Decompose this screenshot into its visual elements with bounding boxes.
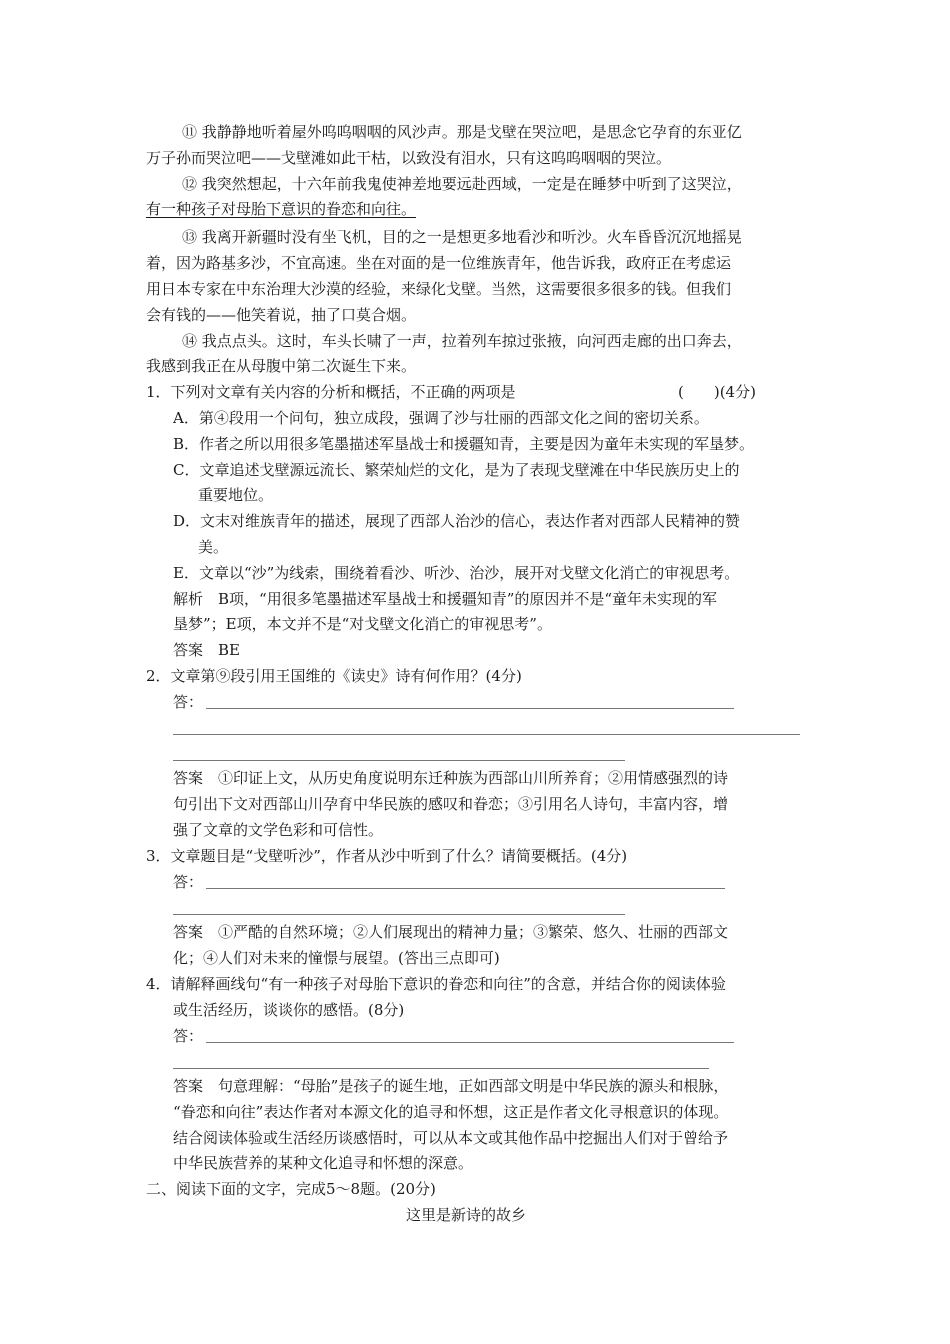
q4-answer-line-2[interactable]	[173, 1068, 709, 1069]
q4-answer-line-3-text: 结合阅读体验或生活经历谈感悟时，可以从本文或其他作品中挖掘出人们对于曾给予	[173, 1129, 729, 1147]
para-13-line-3: 用日本专家在中东治理大沙漠的经验，来绿化戈壁。当然，这需要很多很多的钱。但我们	[146, 280, 732, 298]
q1-option-e: E．文章以“沙”为线索，围绕着看沙、听沙、治沙，展开对戈壁文化消亡的审视思考。	[173, 564, 740, 582]
para-12-line-1: ⑫ 我突然想起，十六年前我鬼使神差地要远赴西域，一定是在睡梦中听到了这哭泣，	[182, 175, 742, 193]
para-13-line-4: 会有钱的——他笑着说，抽了口莫合烟。	[146, 306, 417, 324]
q4-answer-label: 答：	[173, 1027, 204, 1045]
q4-stem-line-1: 4．请解释画线句“有一种孩子对母胎下意识的眷恋和向往”的含意，并结合你的阅读体验	[146, 975, 726, 993]
q3-answer-label: 答：	[173, 873, 204, 891]
q1-option-b: B．作者之所以用很多笔墨描述军垦战士和援疆知青，主要是因为童年未实现的军垦梦。	[173, 435, 755, 453]
q2-answer-line-3[interactable]	[173, 760, 625, 761]
q1-stem: 1．下列对文章有关内容的分析和概括，不正确的两项是	[146, 383, 516, 401]
q3-answer-line-1-text: 答案 ①严酷的自然环境；②人们展现出的精神力量；③繁荣、悠久、壮丽的西部文	[173, 923, 729, 941]
section-2-heading: 二、阅读下面的文字，完成5～8题。(20分)	[146, 1180, 436, 1198]
q4-answer-line-1-text: 答案 句意理解：“母胎”是孩子的诞生地，正如西部文明是中华民族的源头和根脉，	[173, 1077, 729, 1095]
q2-answer-line-2[interactable]	[173, 734, 800, 735]
q2-answer-label: 答：	[173, 693, 204, 711]
q1-analysis-line-1: 解析 B项，“用很多笔墨描述军垦战士和援疆知青”的原因并不是“童年未实现的军	[173, 590, 718, 608]
q3-answer-line-1[interactable]	[206, 888, 725, 889]
q2-answer-line-3-text: 强了文章的文学色彩和可信性。	[173, 821, 384, 839]
para-13-line-2: 着，因为路基多沙，不宜高速。坐在对面的是一位维族青年，他告诉我，政府正在考虑运	[146, 254, 732, 272]
q1-option-d-line-2: 美。	[198, 538, 229, 556]
para-14-line-1: ⑭ 我点点头。这时，车头长啸了一声，拉着列车掠过张掖，向河西走廊的出口奔去，	[182, 332, 742, 350]
q3-answer-line-2-text: 化；④人们对未来的憧憬与展望。(答出三点即可)	[173, 949, 500, 967]
q1-option-c-line-2: 重要地位。	[198, 486, 274, 504]
q1-option-a: A．第④段用一个问句，独立成段，强调了沙与壮丽的西部文化之间的密切关系。	[173, 409, 709, 427]
q4-stem-line-2: 或生活经历，谈谈你的感悟。(8分)	[173, 1001, 405, 1019]
para-12-underlined-sentence: 有一种孩子对母胎下意识的眷恋和向往。	[146, 200, 417, 218]
para-11-line-1: ⑪ 我静静地听着屋外呜呜咽咽的风沙声。那是戈壁在哭泣吧，是思念它孕育的东亚亿	[182, 123, 742, 141]
q3-stem: 3．文章题目是“戈壁听沙”，作者从沙中听到了什么？请简要概括。(4分)	[146, 847, 628, 865]
q4-answer-line-1[interactable]	[206, 1042, 734, 1043]
q3-answer-line-2[interactable]	[173, 914, 625, 915]
q1-option-c-line-1: C．文章追述戈壁源远流长、繁荣灿烂的文化，是为了表现戈壁滩在中华民族历史上的	[173, 461, 740, 479]
q1-answer: 答案 BE	[173, 641, 240, 659]
q1-option-d-line-1: D．文末对维族青年的描述，展现了西部人治沙的信心，表达作者对西部人民精神的赞	[173, 512, 741, 530]
q1-score: ( )(4分)	[678, 383, 756, 401]
q2-answer-line-2-text: 句引出下文对西部山川孕育中华民族的感叹和眷恋；③引用名人诗句，丰富内容，增	[173, 795, 729, 813]
q4-answer-line-4-text: 中华民族营养的某种文化追寻和怀想的深意。	[173, 1154, 474, 1172]
q4-answer-line-2-text: “眷恋和向往”表达作者对本源文化的追寻和怀想，这正是作者文化寻根意识的体现。	[173, 1103, 729, 1121]
q2-answer-line-1[interactable]	[206, 708, 734, 709]
para-11-line-2: 万子孙而哭泣吧——戈壁滩如此干枯，以致没有泪水，只有这呜呜咽咽的哭泣。	[146, 149, 672, 167]
q1-analysis-line-2: 垦梦”；E项，本文并不是“对戈壁文化消亡的审视思考”。	[173, 615, 552, 633]
q2-stem: 2．文章第⑨段引用王国维的《读史》诗有何作用？(4分)	[146, 667, 522, 685]
para-13-line-1: ⑬ 我离开新疆时没有坐飞机，目的之一是想更多地看沙和听沙。火车昏昏沉沉地摇晃	[182, 228, 742, 246]
q2-answer-line-1-text: 答案 ①印证上文，从历史角度说明东迁种族为西部山川所养育；②用情感强烈的诗	[173, 769, 729, 787]
para-14-line-2: 我感到我正在从母腹中第二次诞生下来。	[146, 357, 417, 375]
section-2-passage-title: 这里是新诗的故乡	[406, 1206, 527, 1224]
